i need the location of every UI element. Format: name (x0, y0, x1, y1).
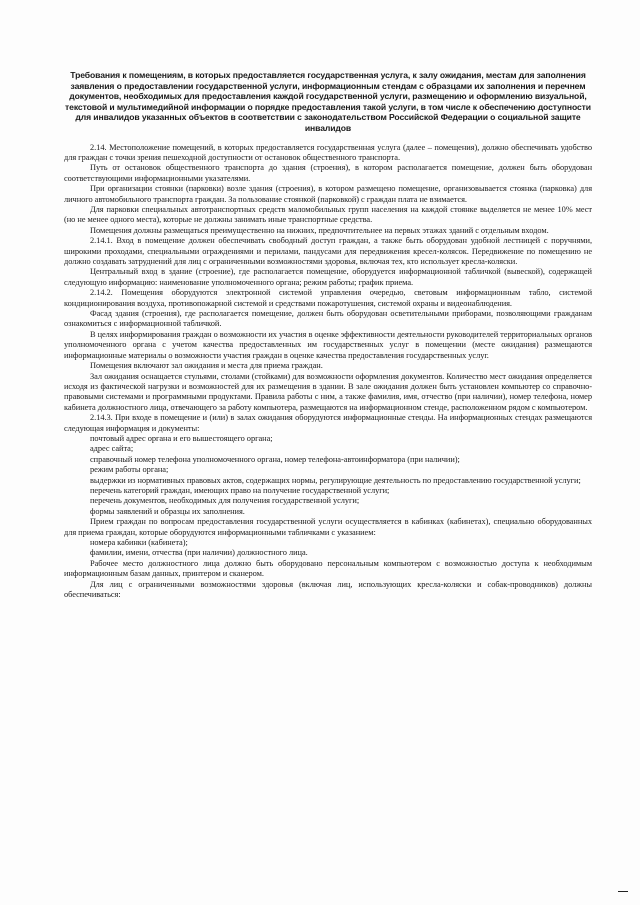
paragraph: Прием граждан по вопросам предоставления государственной услуги осуществляется в кабинках (кабинетах), специально оборудованных для приема граждан, которые оборудуются информационными табличками с указанием: (64, 517, 592, 537)
document-title: Требования к помещениям, в которых предоставляется государственная услуга, к залу ожидания, местам для заполнения заявления о предоставлении государственной услуги, информационным стендам с образцами их заполнения и перечнем документов, необходимых для предоставления каждой государственной услуги, размещению и оформлению визуальной, текстовой и мультимедийной информации о порядке предоставления такой услуги, в том числе к обеспечению доступности для инвалидов указанных объектов в соответствии с законодательством Российской Федерации о социальной защите инвалидов (65, 70, 591, 133)
list-item: формы заявлений и образцы их заполнения. (90, 506, 245, 516)
list-item: почтовый адрес органа и его вышестоящего органа; (90, 433, 273, 443)
paragraph: В целях информирования граждан о возможности их участия в оценке эффективности деятельности руководителей территориальных органов уполномоченного органа с учетом качества предоставленных им государственных услуг в помещении (месте ожидания) размещаются информационные материалы о возможности участия граждан в оценке качества предоставления государственных услуг. (64, 329, 592, 360)
list-item: справочный номер телефона уполномоченного органа, номер телефона-автоинформатора (при наличии); (90, 454, 460, 464)
paragraph: Зал ожидания оснащается стульями, столами (стойками) для возможности оформления документов. Количество мест ожидания определяется исходя из фактической нагрузки и возможностей для их размещения в здании. В зале ожидания должен быть установлен компьютер со справочно-правовыми системами и программными продуктами. Правила работы с ним, а также фамилия, имя, отчество (при наличии), номер телефона, номер кабинета должностного лица, отвечающего за работу компьютера, размещаются на информационном стенде, расположенном рядом с компьютером. (64, 371, 592, 412)
list-item: выдержки из нормативных правовых актов, содержащих нормы, регулирующие деятельность по предоставлению государственной услуги; (90, 475, 581, 485)
list-item: адрес сайта; (90, 444, 134, 454)
document-content (64, 70, 592, 600)
paragraph: 2.14.1. Вход в помещение должен обеспечивать свободный доступ граждан, а также быть оборудован удобной лестницей с поручнями, широкими проходами, специальными ограждениями и перилами, пандусами для передвижения кресел-колясок. Передвижение по помещению не должно создавать затруднений для лиц с ограниченными возможностями здоровья, включая тех, кто использует кресла-коляски. (64, 236, 592, 267)
list-item: режим работы органа; (90, 465, 169, 475)
paragraph: При организации стоянки (парковки) возле здания (строения), в котором размещено помещение, организовывается стоянка (парковка) для личного автомобильного транспорта граждан. За пользование стоянкой (парковкой) с граждан плата не взимается. (64, 184, 592, 204)
paragraph: Помещения должны размещаться преимущественно на нижних, предпочтительнее на первых этажах зданий с отдельным входом. (90, 225, 549, 235)
paragraph: 2.14. Местоположение помещений, в которых предоставляется государственная услуга (далее – помещения), должно обеспечивать удобство для граждан с точки зрения пешеходной доступности от остановок общественного транспорта. (64, 142, 592, 162)
document-body (64, 143, 592, 601)
paragraph: Центральный вход в здание (строение), где располагается помещение, оборудуется информационной табличкой (вывеской), содержащей следующую информацию: наименование уполномоченного органа; режим работы; график приема. (64, 267, 592, 287)
paragraph: Рабочее место должностного лица должно быть оборудовано персональным компьютером с возможностью доступа к необходимым информационным базам данных, принтером и сканером. (64, 558, 592, 579)
list-item: перечень документов, необходимых для получения государственной услуги; (90, 496, 360, 506)
scan-corner-mark (618, 891, 628, 892)
paragraph: Фасад здания (строения), где располагается помещение, должен быть оборудован осветительными приборами, позволяющими гражданам ознакомиться с информационной табличкой. (64, 309, 592, 329)
paragraph: Путь от остановок общественного транспорта до здания (строения), в котором располагается помещение, должен быть оборудован соответствующими информационными указателями. (64, 163, 592, 183)
paragraph: 2.14.2. Помещения оборудуются электронной системой управления очередью, световым информационным табло, системой кондиционирования воздуха, противопожарной системой и средствами пожаротушения, системой охраны и видеонаблюдения. (64, 288, 592, 308)
paragraph: 2.14.3. При входе в помещение и (или) в залах ожидания оборудуются информационные стенды. На информационных стендах размещаются следующая информация и документы: (64, 413, 592, 433)
paragraph: Для лиц с ограниченными возможностями здоровья (включая лиц, использующих кресла-коляски и собак-проводников) должны обеспечиваться: (64, 579, 592, 600)
paragraph: Помещения включают зал ожидания и места для приема граждан. (90, 361, 323, 371)
paragraph: Для парковки специальных автотранспортных средств маломобильных групп населения на каждой стоянке выделяется не менее 10% мест (но не менее одного места), которые не должны занимать иные транспортные средства. (64, 205, 592, 225)
list-item: фамилии, имени, отчества (при наличии) должностного лица. (90, 548, 308, 558)
list-item: перечень категорий граждан, имеющих право на получение государственной услуги; (90, 485, 390, 495)
list-item: номера кабинки (кабинета); (90, 538, 188, 547)
